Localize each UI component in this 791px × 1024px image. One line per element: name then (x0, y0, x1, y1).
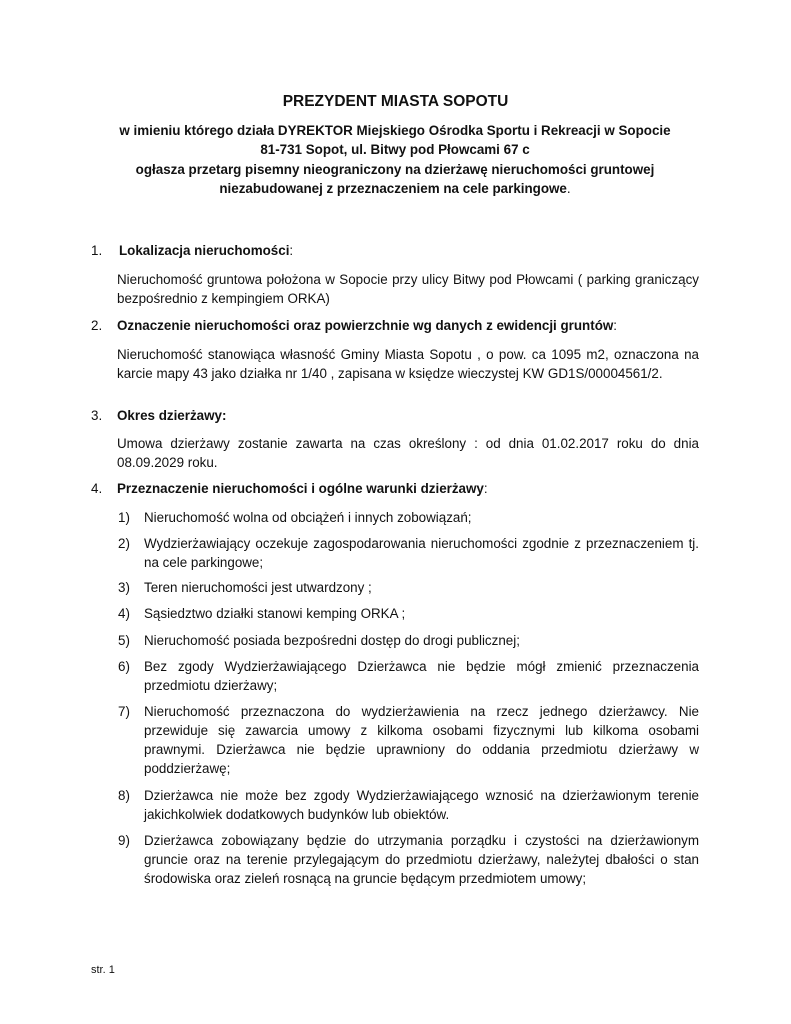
list-item-text: Dzierżawca nie może bez zgody Wydzierżawiającego wznosić na dzierżawionym terenie jakichkolwiek dodatkowych budynków lub obiektów. (144, 788, 699, 822)
header-line-4-text: niezabudowanej z przeznaczeniem na cele parkingowe (219, 180, 567, 196)
section-3-text: Umowa dzierżawy zostanie zawarta na czas określony : od dnia 01.02.2017 roku do dnia 08.09.2029 roku. (117, 436, 699, 470)
section-heading-suffix: : (289, 243, 294, 258)
section-number: 1. (91, 243, 103, 258)
list-item-number: 9) (118, 833, 130, 848)
list-item-number: 3) (118, 580, 130, 595)
list-item-text: Wydzierżawiający oczekuje zagospodarowania nieruchomości zgodnie z przeznaczeniem tj. na cele parkingowe; (144, 536, 699, 570)
section-1-text: Nieruchomość gruntowa położona w Sopocie przy ulicy Bitwy pod Płowcami ( parking graniczący bezpośrednio z kempingiem ORKA) (117, 272, 699, 306)
section-heading-text: Oznaczenie nieruchomości oraz powierzchnie wg danych z ewidencji gruntów (117, 318, 614, 333)
list-item-number: 7) (118, 704, 130, 719)
list-item-number: 6) (118, 659, 130, 674)
document-title: PREZYDENT MIASTA SOPOTU (282, 93, 509, 110)
section-heading (117, 408, 226, 423)
section-heading-text: Lokalizacja nieruchomości (119, 243, 290, 258)
header-line-2: 81-731 Sopot, ul. Bitwy pod Płowcami 67 c (260, 142, 530, 158)
list-item-text: Dzierżawca zobowiązany będzie do utrzymania porządku i czystości na dzierżawionym gruncie oraz na terenie przylegającym do przedmiotu dzierżawy, należytej dbałości o stan środowiska oraz zieleń rosnącą na gruncie będącym przedmiotem umowy; (144, 833, 699, 886)
list-item-number: 1) (118, 510, 130, 525)
list-item-number: 8) (118, 788, 130, 803)
list-item-number: 5) (118, 633, 130, 648)
page-number: str. 1 (91, 964, 115, 976)
header-line-3: ogłasza przetarg pisemny nieograniczony na dzierżawę nieruchomości gruntowej (135, 161, 655, 177)
header-line-4-end: . (566, 180, 571, 196)
list-item-text: Bez zgody Wydzierżawiającego Dzierżawca nie będzie mógł zmienić przeznaczenia przedmiotu dzierżawy; (144, 659, 699, 693)
section-heading-text: Okres dzierżawy: (117, 408, 227, 423)
list-item-number: 4) (118, 606, 130, 621)
section-heading (117, 318, 617, 333)
section-2-text: Nieruchomość stanowiąca własność Gminy Miasta Sopotu , o pow. ca 1095 m2, oznaczona na karcie mapy 43 jako działka nr 1/40 , zapisana w księdze wieczystej KW GD1S/00004561/2. (117, 347, 699, 381)
list-item-text: Teren nieruchomości jest utwardzony ; (144, 580, 372, 595)
section-number: 4. (91, 481, 103, 496)
section-number: 3. (91, 408, 103, 423)
list-item-number: 2) (118, 536, 130, 551)
list-item-text: Nieruchomość przeznaczona do wydzierżawienia na rzecz jednego dzierżawcy. Nie przewiduje się zawarcia umowy z kilkoma osobami fizycznymi lub kilkoma osobami prawnymi. Dzierżawca nie będzie uprawniony do oddania przedmiotu dzierżawy w poddzierżawę; (144, 704, 699, 776)
section-number: 2. (91, 318, 103, 333)
list-item-text: Nieruchomość wolna od obciążeń i innych zobowiązań; (144, 510, 472, 525)
section-heading-suffix: : (613, 318, 618, 333)
announcement-header (80, 121, 710, 198)
header-line-4 (80, 179, 710, 198)
list-item-text: Nieruchomość posiada bezpośredni dostęp do drogi publicznej; (144, 633, 520, 648)
list-item-text: Sąsiedztwo działki stanowi kemping ORKA ; (144, 606, 406, 621)
section-heading-text: Przeznaczenie nieruchomości i ogólne warunki dzierżawy (117, 481, 484, 496)
section-heading-suffix: : (483, 481, 488, 496)
header-line-1: w imieniu którego działa DYREKTOR Miejskiego Ośrodka Sportu i Rekreacji w Sopocie (119, 123, 671, 138)
section-heading (119, 243, 293, 258)
section-heading (117, 481, 488, 496)
